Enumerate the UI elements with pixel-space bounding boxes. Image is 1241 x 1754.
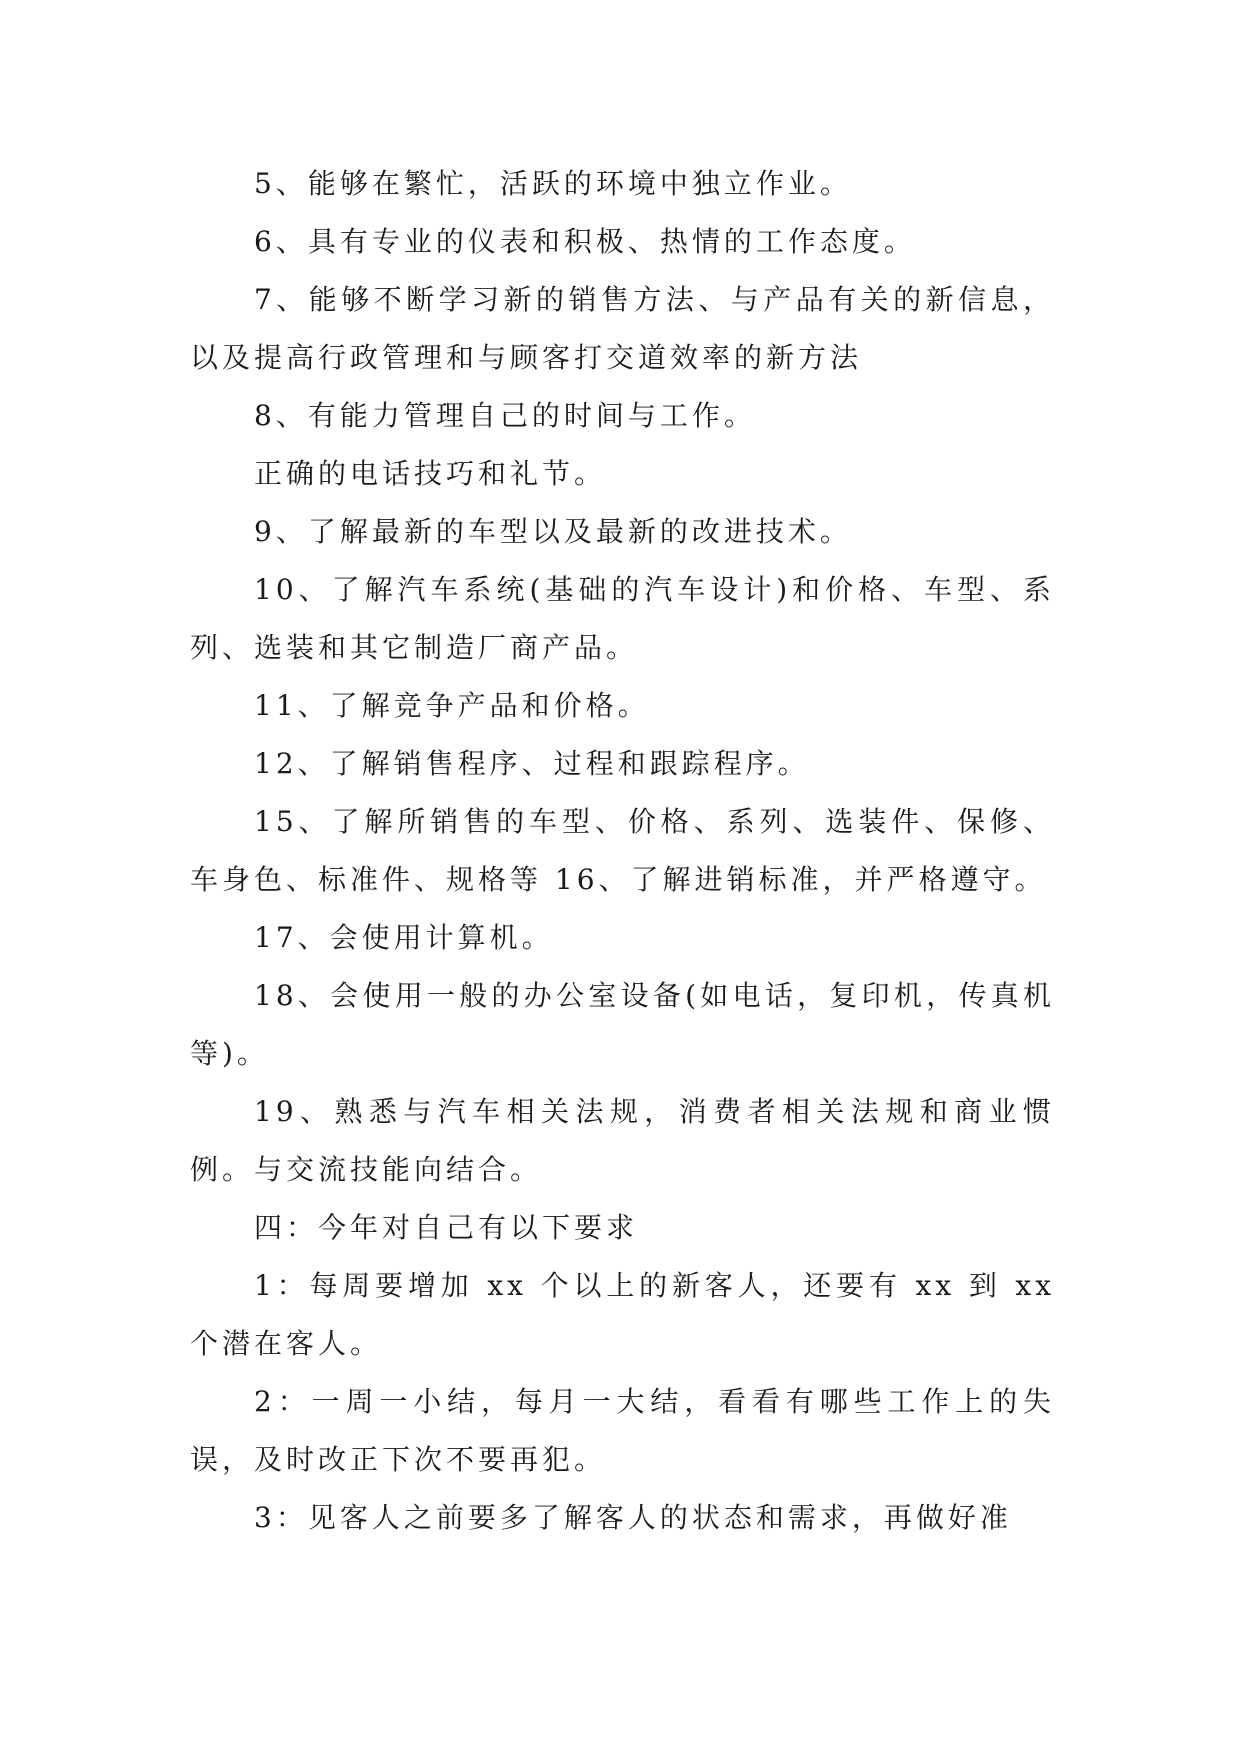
paragraph-6: 6、具有专业的仪表和积极、热情的工作态度。 [254,225,916,258]
paragraph-12: 12、了解销售程序、过程和跟踪程序。 [254,747,810,780]
requirement-1: 1：每周要增加 xx 个以上的新客人，还要有 xx 到 xx 个潜在客人。 [190,1269,1055,1360]
paragraph-phone-etiquette: 正确的电话技巧和礼节。 [254,457,607,490]
paragraph-19: 19、熟悉与汽车相关法规，消费者相关法规和商业惯例。与交流技能向结合。 [190,1095,1055,1186]
paragraph-17: 17、会使用计算机。 [254,921,554,954]
requirement-2: 2：一周一小结，每月一大结，看看有哪些工作上的失误，及时改正下次不要再犯。 [190,1385,1055,1476]
paragraph-18: 18、会使用一般的办公室设备(如电话，复印机，传真机等)。 [190,979,1055,1070]
paragraph-15-16: 15、了解所销售的车型、价格、系列、选装件、保修、车身色、标准件、规格等 16、了解进销标准，并严格遵守。 [190,805,1055,896]
paragraph-10: 10、了解汽车系统(基础的汽车设计)和价格、车型、系列、选装和其它制造厂商产品。 [190,573,1055,664]
paragraph-11: 11、了解竞争产品和价格。 [254,689,650,722]
document-body [190,155,1055,1547]
requirement-3: 3：见客人之前要多了解客人的状态和需求，再做好准 [254,1501,1012,1534]
paragraph-8: 8、有能力管理自己的时间与工作。 [254,399,756,432]
section-heading-4: 四：今年对自己有以下要求 [254,1211,639,1244]
paragraph-7: 7、能够不断学习新的销售方法、与产品有关的新信息，以及提高行政管理和与顾客打交道效率的新方法 [190,283,1055,374]
paragraph-5: 5、能够在繁忙，活跃的环境中独立作业。 [254,167,852,200]
paragraph-9: 9、了解最新的车型以及最新的改进技术。 [254,515,852,548]
